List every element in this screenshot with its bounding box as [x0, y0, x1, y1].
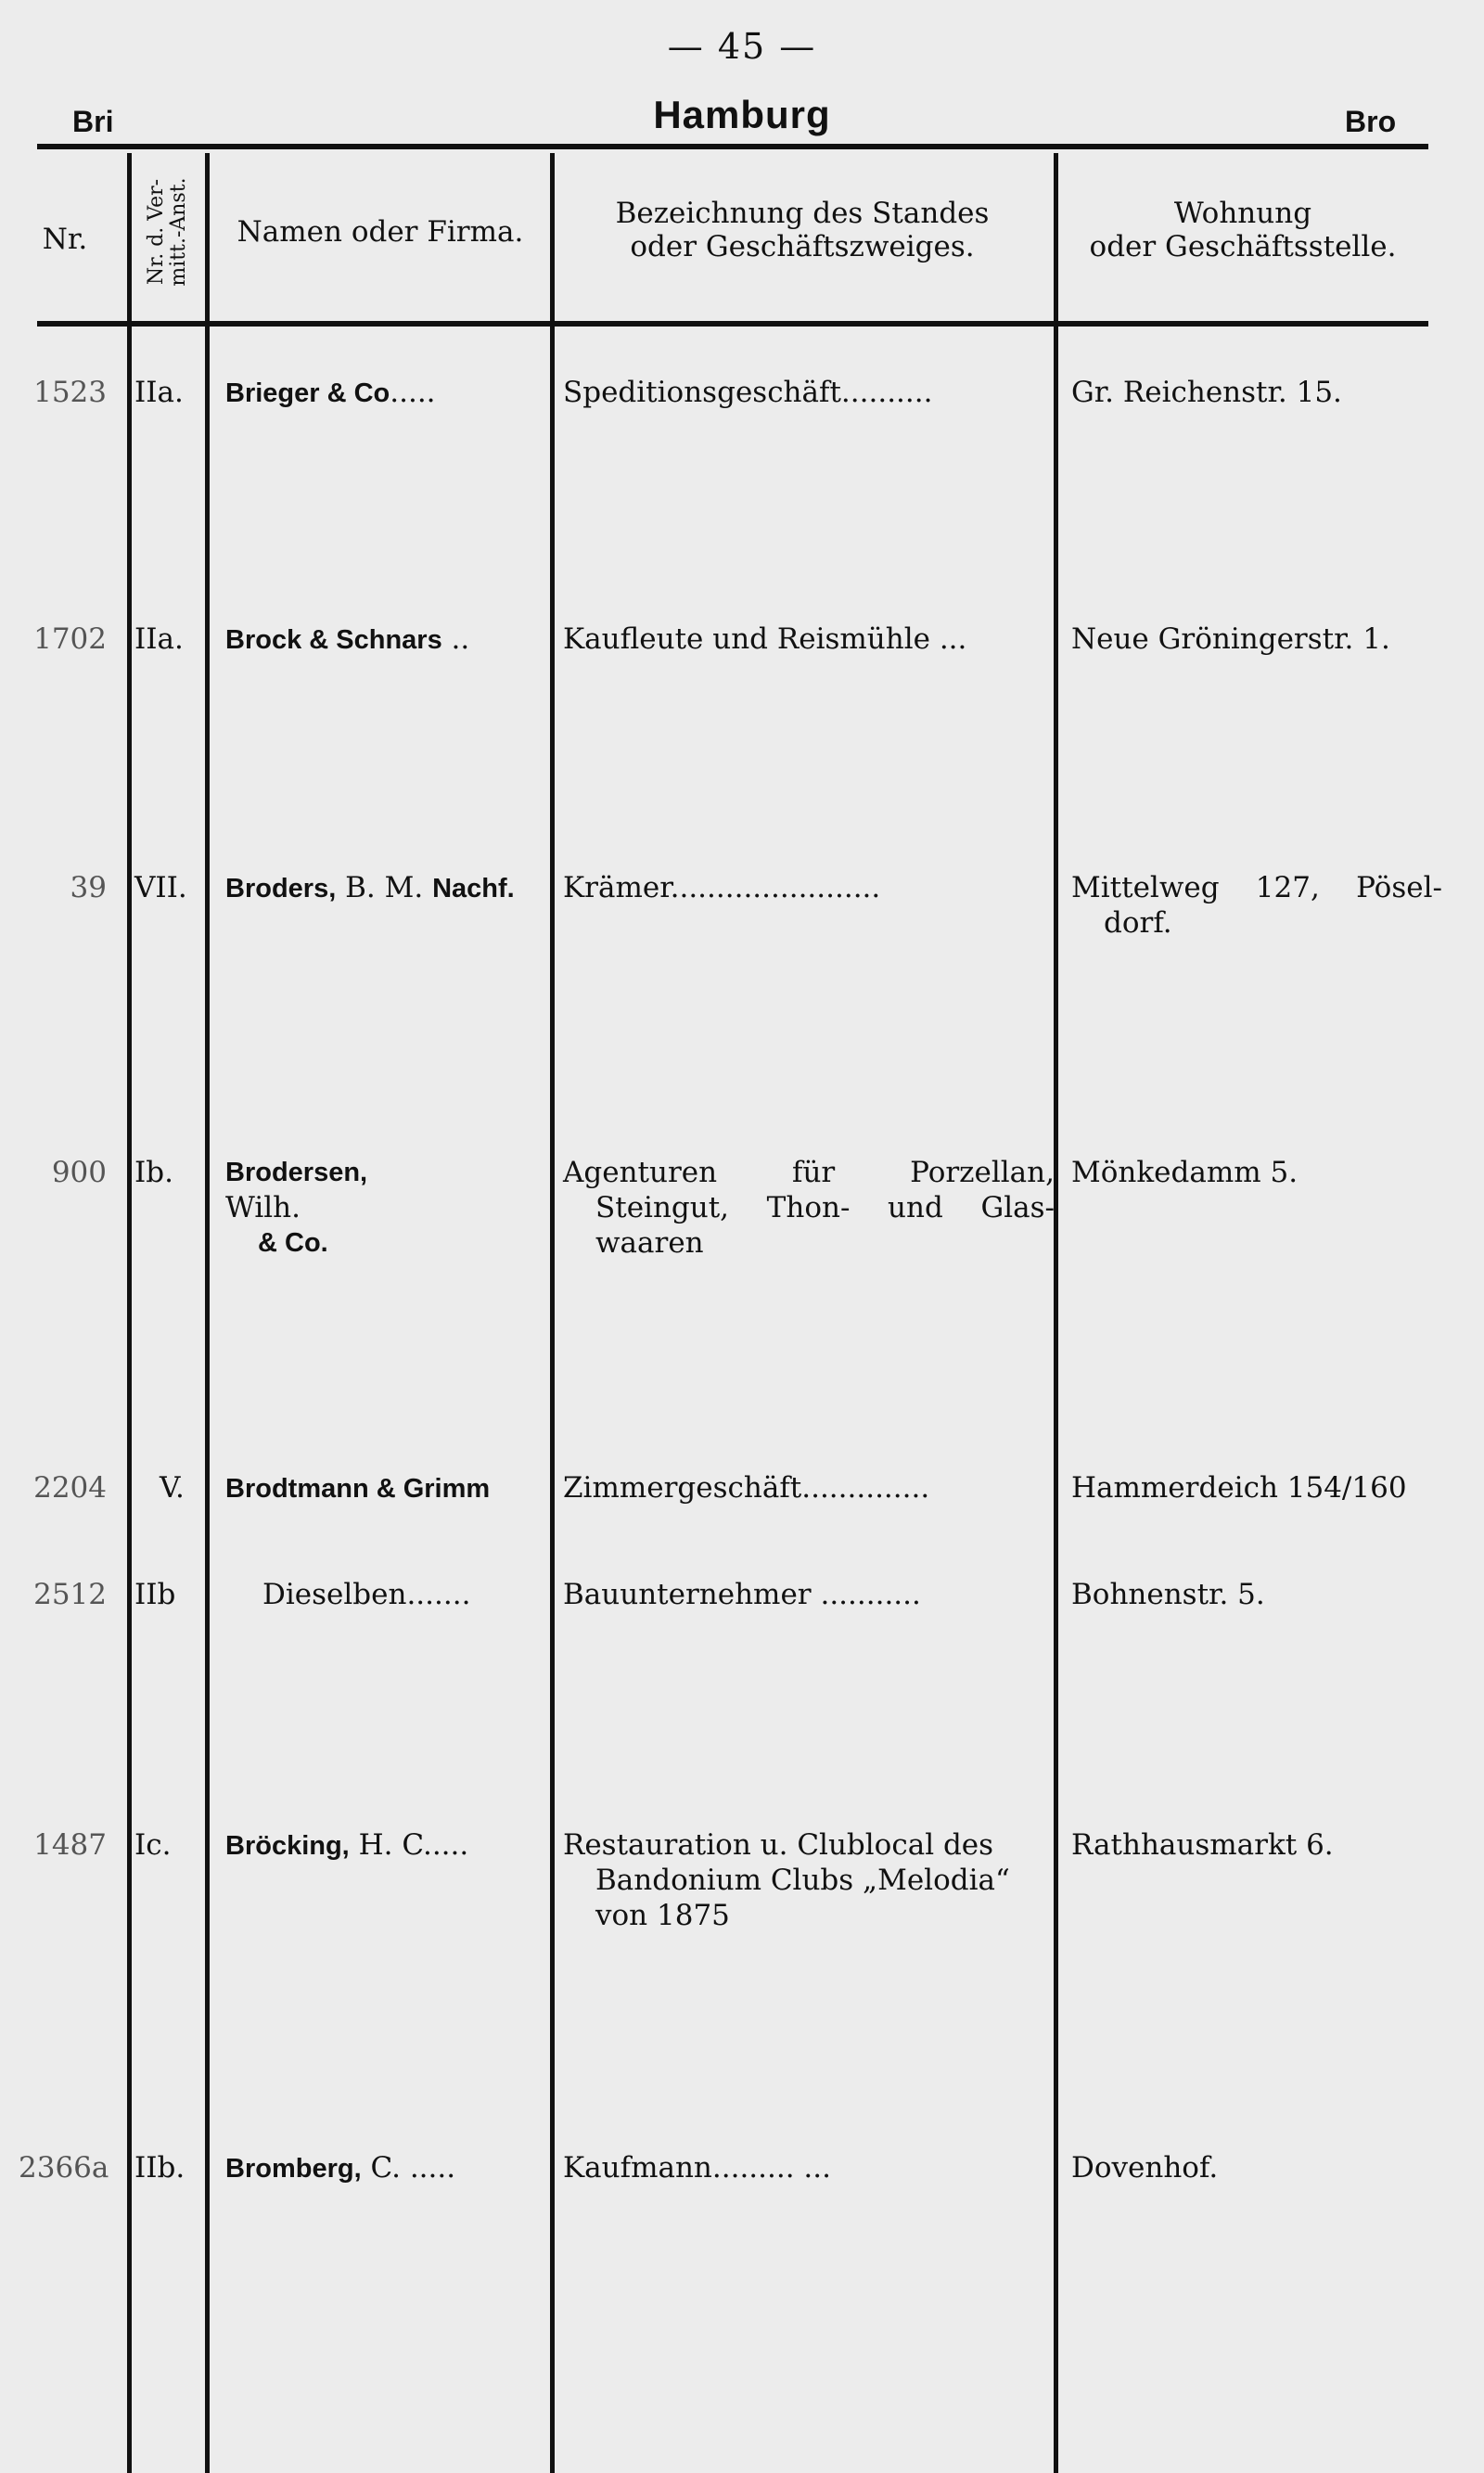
entry-vermitt: IIb.	[134, 2151, 186, 2185]
column-divider-3	[550, 153, 555, 2473]
entry-name	[225, 1155, 550, 1261]
entry-address	[1071, 1577, 1442, 1612]
running-head-left: Bri	[72, 105, 114, 138]
header-bottom-rule	[37, 321, 1428, 327]
entry-trade-line: Bauunternehmer ...........	[563, 1578, 921, 1611]
column-header-vermitt-line1: Nr. d. Ver-	[145, 178, 168, 286]
entry-address-line: Rathhausmarkt 6.	[1071, 1828, 1334, 1862]
entry-vermitt: VII.	[134, 871, 187, 904]
entry-address-line: Bohnenstr. 5.	[1071, 1578, 1265, 1611]
entry-name	[225, 1827, 550, 1864]
page-title: Hamburg	[653, 93, 831, 136]
entry-address-line: Gr. Reichenstr. 15.	[1071, 376, 1342, 409]
entry-address	[1071, 1470, 1442, 1506]
entry-name-bold: Bromberg,	[225, 2154, 362, 2184]
entry-trade	[563, 1155, 1055, 1261]
entry-name-bold: Broders,	[225, 874, 337, 903]
entry-name: Dieselben.......	[262, 1578, 471, 1611]
column-divider-4	[1054, 153, 1058, 2473]
entry-trade	[563, 1577, 1055, 1612]
entry-name	[225, 375, 550, 411]
entry-address-line: Dovenhof.	[1071, 2151, 1219, 2185]
entry-name-bold: Brock & Schnars	[225, 625, 442, 655]
entry-address-line: Hammerdeich 154/160	[1071, 1471, 1407, 1505]
entry-number: 1487	[33, 1828, 107, 1862]
entry-name-mid: B. M.	[336, 871, 433, 904]
column-header-stand	[552, 197, 1053, 263]
entry-trade-line: Bandonium Clubs „Melodia“	[595, 1864, 1010, 1897]
entry-trade-line: Agenturen für Porzellan,	[563, 1156, 1055, 1189]
entry-trade-line: von 1875	[595, 1899, 730, 1932]
entry-address	[1071, 621, 1442, 657]
column-divider-2	[205, 153, 210, 2473]
entry-name-rest: .....	[390, 376, 436, 409]
entry-vermitt: IIb	[134, 1578, 176, 1611]
entry-trade	[563, 1827, 1055, 1933]
entry-vermitt: IIa.	[134, 376, 184, 409]
entry-address	[1071, 2150, 1442, 2185]
entry-number: 1523	[33, 376, 107, 409]
entry-address	[1071, 375, 1442, 410]
entry-address	[1071, 870, 1442, 941]
entry-address	[1071, 1155, 1442, 1190]
entry-vermitt: Ic.	[134, 1828, 172, 1862]
entry-name-bold: Bröcking,	[225, 1831, 350, 1861]
column-header-wohnung-line1: Wohnung	[1173, 197, 1312, 230]
column-header-stand-line2: oder Geschäftszweiges.	[630, 230, 975, 263]
column-header-wohnung-line2: oder Geschäftsstelle.	[1089, 230, 1397, 263]
entry-name	[225, 870, 550, 906]
entry-address-line: Neue Gröningerstr. 1.	[1071, 622, 1390, 656]
entry-name	[225, 1470, 550, 1506]
entry-number: 900	[51, 1156, 107, 1189]
column-divider-1	[127, 153, 132, 2473]
entry-name	[225, 621, 550, 658]
entry-trade-line: Speditionsgeschäft..........	[563, 376, 933, 409]
page-number: — 45 —	[667, 26, 817, 67]
entry-vermitt: Ib.	[134, 1156, 173, 1189]
entry-name-rest: C. .....	[361, 2151, 456, 2185]
column-header-name: Namen oder Firma.	[237, 215, 524, 249]
entry-name-bold-suffix: Nachf.	[432, 874, 515, 903]
entry-name-continuation: & Co.	[258, 1228, 328, 1258]
entry-number: 39	[70, 871, 107, 904]
entry-address-line: dorf.	[1104, 906, 1172, 940]
entry-number: 2204	[33, 1471, 107, 1505]
entry-trade-line: waaren	[595, 1226, 704, 1260]
entry-trade-line: Zimmergeschäft..............	[563, 1471, 930, 1505]
column-header-stand-line1: Bezeichnung des Standes	[615, 197, 990, 230]
entry-trade	[563, 621, 1055, 657]
entry-name-rest: Wilh.	[225, 1191, 301, 1224]
entry-name-bold: Brieger & Co	[225, 378, 390, 408]
entry-trade-line: Krämer.......................	[563, 871, 881, 904]
entry-trade-line: Kaufleute und Reismühle ...	[563, 622, 967, 656]
top-rule	[37, 144, 1428, 149]
entry-trade	[563, 1470, 1055, 1506]
entry-address-line: Mittelweg 127, Pösel-	[1071, 871, 1442, 904]
column-header-wohnung	[1057, 197, 1428, 263]
entry-trade-line: Kaufmann......... ...	[563, 2151, 831, 2185]
entry-number: 2366a	[19, 2151, 109, 2185]
entry-number: 2512	[33, 1578, 107, 1611]
entry-address	[1071, 1827, 1442, 1863]
entry-name-rest: H. C.....	[349, 1828, 469, 1862]
column-header-vermitt	[146, 158, 190, 306]
running-head-right: Bro	[1345, 105, 1397, 138]
entry-address-line: Mönkedamm 5.	[1071, 1156, 1298, 1189]
entry-name-rest: ..	[441, 622, 470, 656]
column-header-nr: Nr.	[42, 223, 88, 256]
entry-number: 1702	[33, 622, 107, 656]
column-header-vermitt-line2: mitt.-Anst.	[167, 177, 190, 287]
entry-trade	[563, 375, 1055, 410]
entry-trade-line: Restauration u. Clublocal des	[563, 1828, 994, 1862]
entry-trade	[563, 2150, 1055, 2185]
entry-trade	[563, 870, 1055, 905]
entry-name-bold: Brodtmann & Grimm	[225, 1474, 491, 1504]
entry-vermitt: V.	[160, 1471, 185, 1505]
entry-name	[225, 2150, 550, 2186]
entry-vermitt: IIa.	[134, 622, 184, 656]
entry-trade-line: Steingut, Thon- und Glas-	[595, 1191, 1055, 1224]
entry-name-bold: Brodersen,	[225, 1158, 368, 1187]
